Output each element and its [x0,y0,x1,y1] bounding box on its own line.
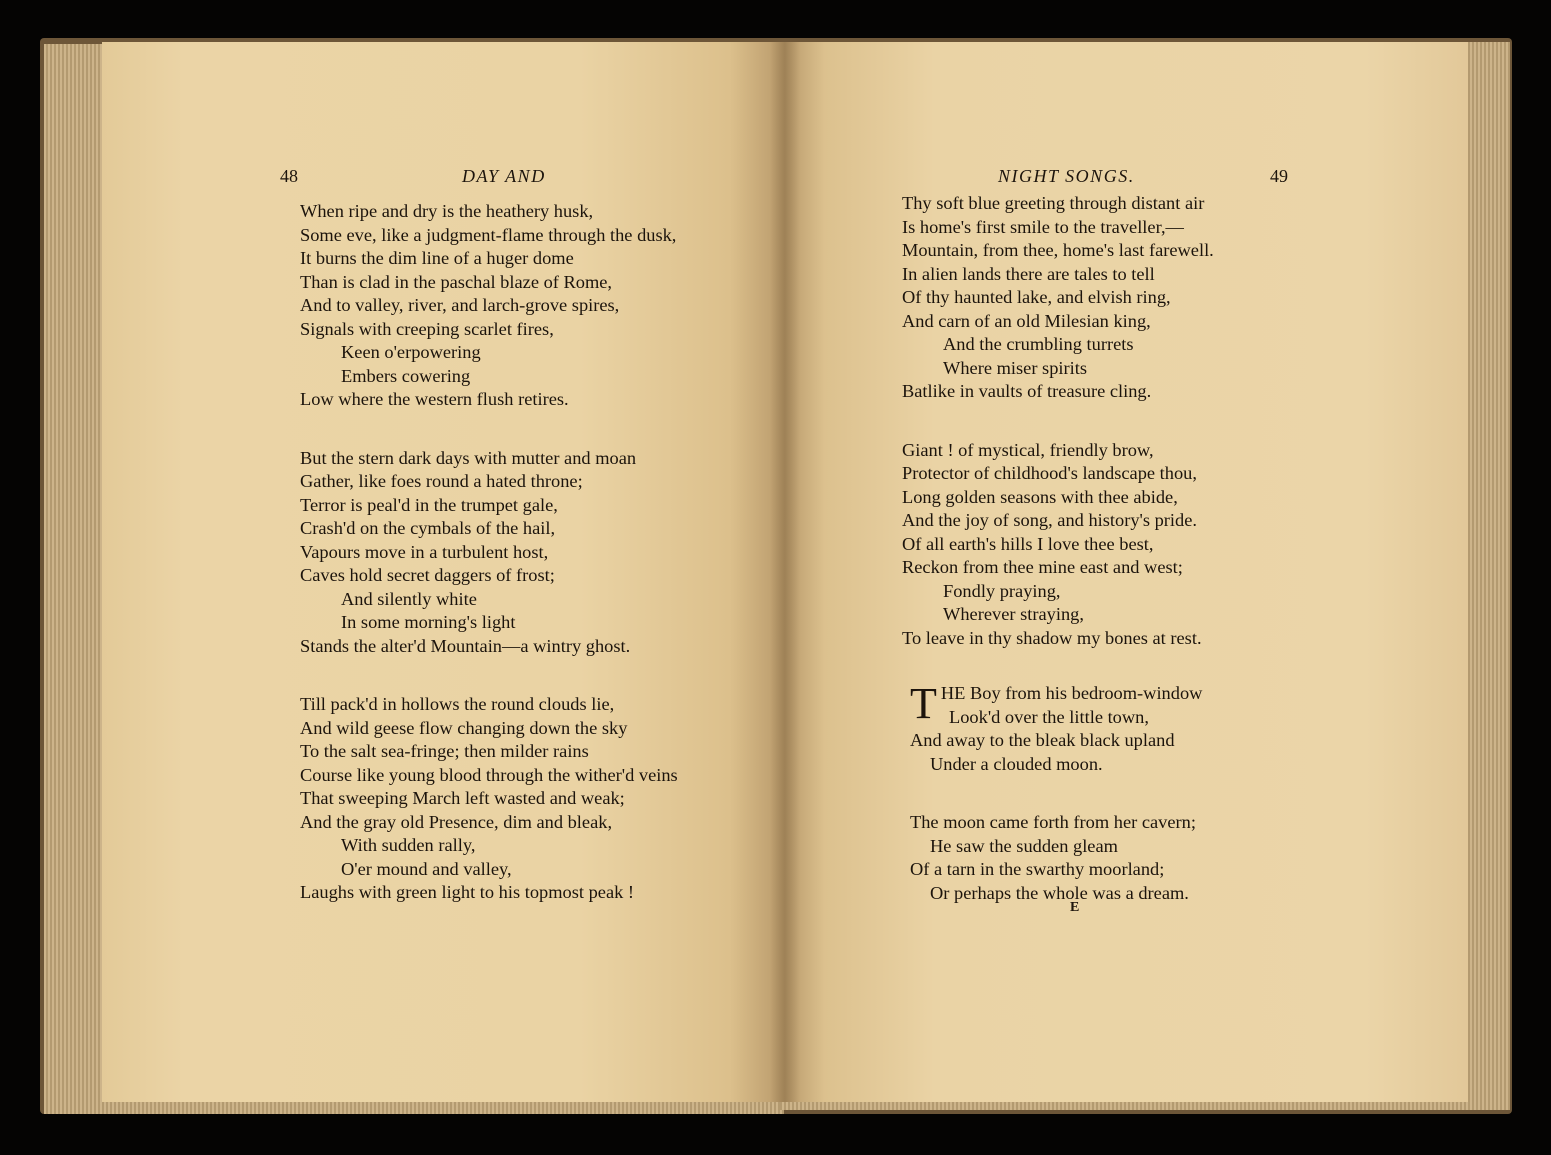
poem-line: O'er mound and valley, [341,858,512,879]
right-poem-text [902,192,1214,650]
left-poem-text [300,200,678,905]
poem-line: The moon came forth from her cavern; [910,812,1196,832]
poem-line: Course like young blood through the wither'd veins [300,764,678,785]
poem-line: Stands the alter'd Mountain—a wintry ghost. [300,635,631,656]
stanza-break [300,658,678,693]
poem-line: Of all earth's hills I love thee best, [902,533,1154,554]
left-running-head: DAY AND [462,166,546,186]
poem-line: Look'd over the little town, [949,706,1149,727]
poem-line: Wherever straying, [943,604,1084,624]
right-page-number: 49 [1270,166,1288,186]
stanza-break [300,412,678,447]
poem-line: Keen o'erpowering [341,342,481,362]
poem-line: It burns the dim line of a huger dome [300,248,574,268]
poem-line: Laughs with green light to his topmost peak ! [300,882,635,902]
poem-line: Batlike in vaults of treasure cling. [902,381,1152,401]
poem-line: To the salt sea-fringe; then milder rains [300,741,589,761]
poem-line: With sudden rally, [341,835,476,855]
stanza-break [902,404,1214,439]
poem-line: But the stern dark days with mutter and moan [300,447,637,468]
poem-line: Long golden seasons with thee abide, [902,486,1178,507]
poem-line: In some morning's light [341,612,516,632]
stanza-break [910,776,1202,811]
poem-line: Than is clad in the paschal blaze of Rome, [300,271,613,292]
right-running-head: NIGHT SONGS. [998,166,1135,186]
poem-line: He saw the sudden gleam [930,835,1118,856]
poem-line: Mountain, from thee, home's last farewell. [902,240,1214,260]
poem-line: Terror is peal'd in the trumpet gale, [300,494,558,515]
poem-line: In alien lands there are tales to tell [902,263,1155,284]
poem-line: And the crumbling turrets [943,334,1134,354]
poem-line: Giant ! of mystical, friendly brow, [902,439,1154,460]
poem-line: Of a tarn in the swarthy moorland; [910,859,1165,879]
poem-line: Under a clouded moon. [930,753,1103,774]
poem-line: When ripe and dry is the heathery husk, [300,201,594,221]
poem-line: Till pack'd in hollows the round clouds lie, [300,694,615,714]
poem-line: And away to the bleak black upland [910,730,1175,750]
first-line-text: HE Boy from his bedroom-window [940,683,1203,703]
poem-line: And the joy of song, and history's pride. [902,510,1197,530]
drop-cap: T [910,679,937,728]
poem-line: Gather, like foes round a hated throne; [300,471,583,491]
poem-line: And silently white [341,588,477,609]
poem-line: Embers cowering [341,365,471,386]
new-poem-text [910,679,1203,905]
poem-line: And to valley, river, and larch-grove spires, [300,295,620,315]
poem-line: Crash'd on the cymbals of the hail, [300,518,556,538]
poem-line: That sweeping March left wasted and weak; [300,788,625,808]
poem-line: And carn of an old Milesian king, [902,310,1151,331]
poem-line: And wild geese flow changing down the sky [300,717,628,738]
poem-line: Reckon from thee mine east and west; [902,557,1183,577]
poem-line: To leave in thy shadow my bones at rest. [902,627,1202,648]
poem-line: Protector of childhood's landscape thou, [902,463,1197,483]
poem-line: Of thy haunted lake, and elvish ring, [902,287,1171,307]
poem-line: Caves hold secret daggers of frost; [300,565,555,585]
poem-line: Some eve, like a judgment-flame through the dusk, [300,224,677,245]
poem-line: And the gray old Presence, dim and bleak, [300,811,613,832]
left-page [102,42,784,1102]
poem-line: Where miser spirits [943,357,1088,378]
poem-line: Is home's first smile to the traveller,— [902,216,1184,237]
poem-line: Or perhaps the whole was a dream. [930,882,1189,903]
poem-line: Thy soft blue greeting through distant air [902,193,1205,213]
right-page [784,42,1468,1102]
left-page-number: 48 [280,166,298,186]
poem-line: Vapours move in a turbulent host, [300,541,549,562]
book-gutter [770,42,800,1102]
poem-line: Low where the western flush retires. [300,389,569,409]
signature-mark: E [1070,900,1080,915]
poem-line: Signals with creeping scarlet fires, [300,318,554,339]
poem-line: Fondly praying, [943,580,1061,601]
